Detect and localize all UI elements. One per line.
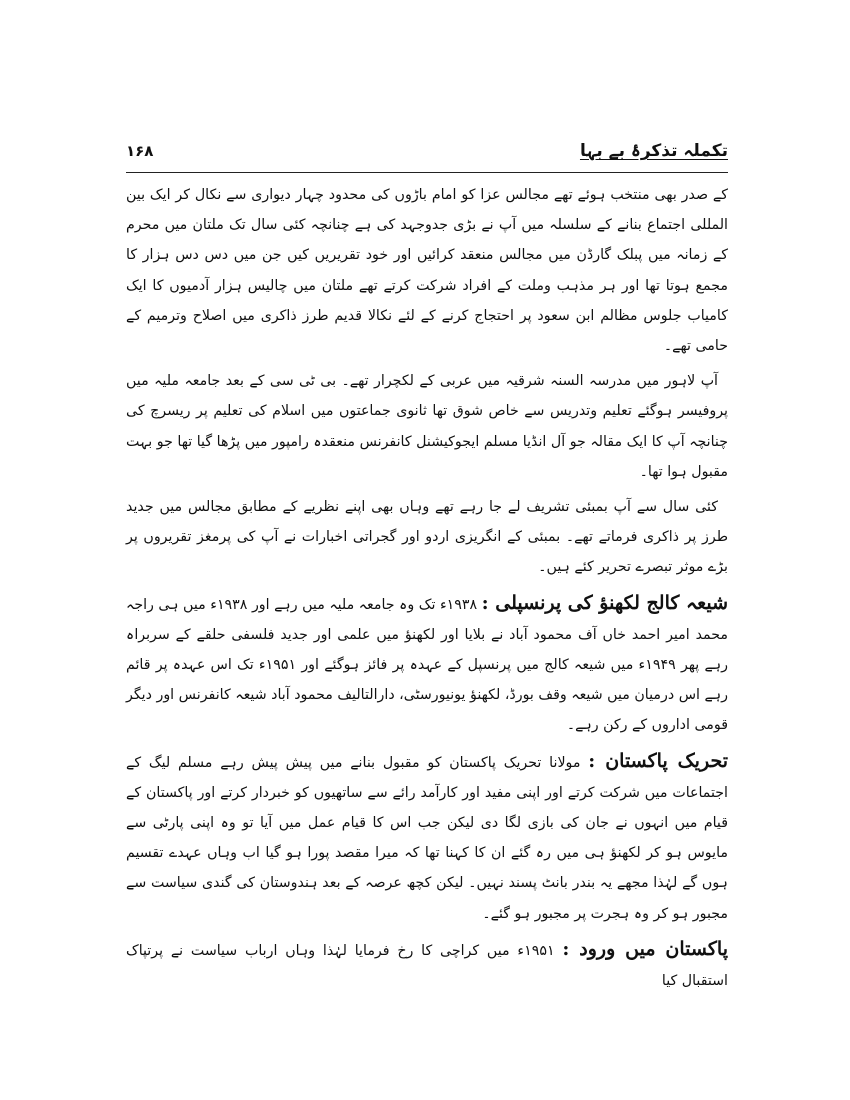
paragraph-text: کئی سال سے آپ بمبئی تشریف لے جا رہے تھے وہاں بھی اپنے نظریے کے مطابق مجالس میں جدید طرز پر ذاکری فرماتے تھے۔ بمبئی کے انگریزی اردو اور گجراتی اخبارات نے آپ کی پرمغز تقریروں پر بڑے موثر تبصرے تحریر کئے ہیں۔ <box>126 499 728 576</box>
section-heading: تحریک پاکستان : <box>588 749 729 772</box>
paragraph-text: آپ لاہور میں مدرسہ السنہ شرقیہ میں عربی کے لکچرار تھے۔ بی ٹی سی کے بعد جامعہ ملیہ میں پروفیسر ہوگئے تعلیم وتدریس سے خاص شوق تھا ثانوی جماعتوں میں اسلام کی تعلیم پر ریسرچ کی چنانچہ آپ کا ایک مقالہ جو آل انڈیا مسلم ایجوکیشنل کانفرنس منعقدہ رامپور میں پڑھا گیا تھا جو بہت مقبول ہوا تھا۔ <box>126 373 728 480</box>
paragraph-text: ۱۹۵۱ء میں کراچی کا رخ فرمایا لہٰذا وہاں ارباب سیاست نے پرتپاک استقبال کیا <box>126 942 728 990</box>
paragraph <box>126 492 728 583</box>
paragraph <box>126 180 728 361</box>
paragraph-text: ۱۹۳۸ء تک وہ جامعہ ملیہ میں رہے اور ۱۹۳۸ء میں ہی راجہ محمد امیر احمد خاں آف محمود آباد نے بلایا اور لکھنؤ میں علمی اور جدید فلسفی حلقے کے سربراہ رہے پھر ۱۹۴۹ء میں شیعہ کالج میں پرنسپل کے عہدہ پر فائز ہوگئے اور ۱۹۵۱ء تک اس عہدہ پر قائم رہے اس درمیان میں شیعہ وقف بورڈ، لکھنؤ یونیورسٹی، دارالتالیف محمود آباد شیعہ کانفرنس اور دیگر قومی اداروں کے رکن رہے۔ <box>126 596 728 734</box>
paragraph <box>126 746 728 929</box>
section-heading: پاکستان میں ورود : <box>562 937 728 960</box>
page-number: ۱۶۸ <box>126 142 154 160</box>
paragraph <box>126 934 728 996</box>
section-heading: شیعہ کالج لکھنؤ کی پرنسپلی : <box>481 591 728 614</box>
paragraph-text: مولانا تحریک پاکستان کو مقبول بنانے میں پیش پیش رہے مسلم لیگ کے اجتماعات میں شرکت کرتے اور اپنی مفید اور کارآمد رائے سے ساتھیوں کو خبردار کرتے اور پاکستان کے قیام میں انہوں نے جان کی بازی لگا دی لیکن جب اس کا قیام عمل میں آیا تو وہ اپنی پارٹی سے مایوس ہو کر لکھنؤ ہی میں رہ گئے ان کا کہنا تھا کہ میرا مقصد پورا ہو گیا اب وہاں عہدے تقسیم ہوں گے لہٰذا مجھے یہ بندر بانٹ پسند نہیں۔ لیکن کچھ عرصہ کے بعد ہندوستان کی گندی سیاست سے مجبور ہو کر وہ ہجرت پر مجبور ہو گئے۔ <box>126 754 728 922</box>
header-rule <box>126 172 728 173</box>
running-title: تکملہ تذکرۂ بے بہا <box>579 141 728 161</box>
paragraph <box>126 366 728 487</box>
paragraph-text: کے صدر بھی منتخب ہوئے تھے مجالس عزا کو امام باڑوں کی محدود چہار دیواری سے نکال کر ایک بین المللی اجتماع بنانے کے سلسلہ میں آپ نے بڑی جدوجہد کی ہے چنانچہ کئی سال تک ملتان میں محرم کے زمانہ میں پبلک گارڈن میں مجالس منعقد کرائیں اور خود تقریریں کیں جن میں دس دس ہزار کا مجمع ہوتا تھا اور ہر مذہب وملت کے افراد شرکت کرتے تھے ملتان میں چالیس ہزار آدمیوں کا ایک کامیاب جلوس مظالم ابن سعود پر احتجاج کرنے کے لئے نکالا قدیم طرز ذاکری میں اصلاح وترمیم کے حامی تھے۔ <box>126 187 728 355</box>
body-text <box>126 180 728 1001</box>
paragraph <box>126 588 728 741</box>
page-header <box>126 140 728 170</box>
